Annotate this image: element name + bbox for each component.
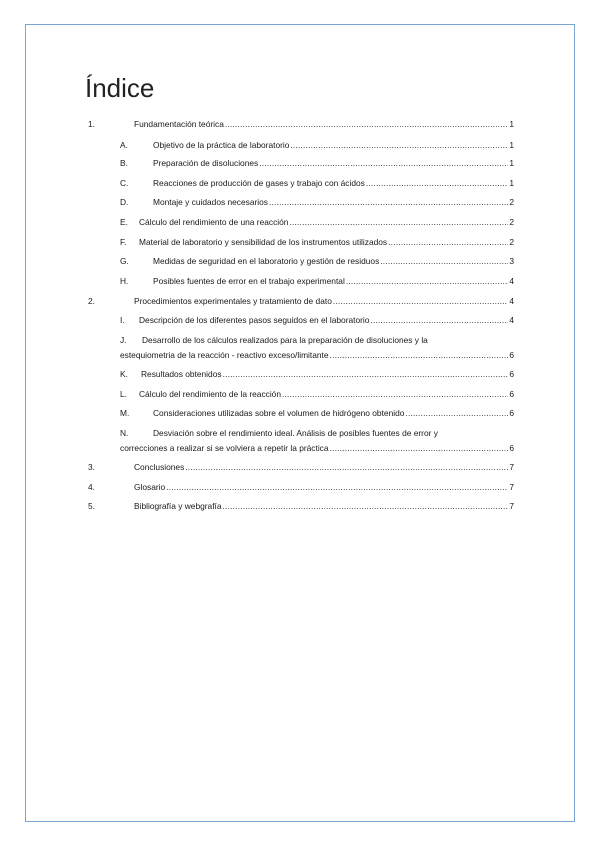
toc-entry-c[interactable] (120, 178, 514, 189)
toc-entry-number: 3. (88, 462, 95, 472)
toc-entry-j[interactable] (120, 335, 514, 361)
toc-entry-page: 4 (509, 315, 514, 325)
toc-entry-l[interactable] (120, 389, 514, 400)
toc-entry-h[interactable] (120, 276, 514, 287)
toc-entry-label: Consideraciones utilizadas sobre el volumen de hidrógeno obtenido (153, 408, 405, 418)
toc-entry-number: J. (120, 335, 127, 345)
toc-entry-number: 1. (88, 119, 95, 129)
toc-entry-number: N. (120, 428, 129, 438)
toc-entry-d[interactable] (120, 197, 514, 208)
toc-entry-page: 4 (509, 276, 514, 286)
toc-entry-number: H. (120, 276, 129, 286)
toc-entry-label: Fundamentación teórica (134, 119, 224, 129)
toc-entry-i[interactable] (120, 315, 514, 326)
dot-leader (333, 296, 508, 307)
toc-entry-number: A. (120, 140, 128, 150)
toc-entry-page: 7 (509, 501, 514, 511)
toc-entry-label: Cálculo del rendimiento de una reacción (139, 217, 289, 227)
toc-entry-label-line1: Desviación sobre el rendimiento ideal. Análisis de posibles fuentes de error y (153, 428, 438, 438)
toc-entry-label: estequiometria de la reacción - reactivo exceso/limitante (120, 350, 329, 360)
toc-entry-n[interactable] (120, 428, 514, 454)
dot-leader (269, 197, 508, 208)
toc-entry-number: C. (120, 178, 129, 188)
toc-entry-number: D. (120, 197, 129, 207)
toc-entry-label: Posibles fuentes de error en el trabajo experimental (153, 276, 345, 286)
toc-entry-1[interactable] (88, 119, 514, 130)
toc-entry-number: F. (120, 237, 127, 247)
toc-entry-number: 4. (88, 482, 95, 492)
toc-entry-page: 2 (509, 237, 514, 247)
toc-entry-5[interactable] (88, 501, 514, 512)
dot-leader (380, 256, 508, 267)
dot-leader (330, 350, 509, 361)
toc-entry-3[interactable] (88, 462, 514, 473)
toc-entry-m[interactable] (120, 408, 514, 419)
toc-entry-label: Reacciones de producción de gases y trabajo con ácidos (153, 178, 365, 188)
page-title: Índice (85, 73, 155, 103)
toc-entry-page: 1 (509, 158, 514, 168)
toc-entry-4[interactable] (88, 482, 514, 493)
toc-entry-number: 2. (88, 296, 95, 306)
dot-leader (330, 443, 509, 454)
dot-leader (223, 501, 509, 512)
toc-entry-label: Cálculo del rendimiento de la reacción (139, 389, 281, 399)
toc-entry-number: 5. (88, 501, 95, 511)
toc-entry-b[interactable] (120, 158, 514, 169)
dot-leader (289, 217, 508, 228)
toc-entry-label: Objetivo de la práctica de laboratorio (153, 140, 290, 150)
toc-entry-page: 1 (509, 119, 514, 129)
dot-leader (282, 389, 508, 400)
toc-entry-page: 4 (509, 296, 514, 306)
toc-entry-page: 6 (509, 350, 514, 360)
toc-entry-number: I. (120, 315, 125, 325)
toc-entry-a[interactable] (120, 140, 514, 151)
toc-entry-label: Conclusiones (134, 462, 185, 472)
dot-leader (166, 482, 508, 493)
toc-entry-label: Descripción de los diferentes pasos seguidos en el laboratorio (139, 315, 370, 325)
toc-entry-label: Preparación de disoluciones (153, 158, 259, 168)
dot-leader (259, 158, 508, 169)
toc-entry-page: 7 (509, 482, 514, 492)
toc-entry-page: 3 (509, 256, 514, 266)
toc-entry-page: 6 (509, 443, 514, 453)
toc-entry-number: B. (120, 158, 128, 168)
dot-leader (346, 276, 509, 287)
toc-entry-number: E. (120, 217, 128, 227)
toc-entry-label: Glosario (134, 482, 166, 492)
toc-entry-number: M. (120, 408, 130, 418)
toc-entry-label: Montaje y cuidados necesarios (153, 197, 268, 207)
toc-entry-2[interactable] (88, 296, 514, 307)
toc-entry-label-line1: Desarrollo de los cálculos realizados para la preparación de disoluciones y la (142, 335, 428, 345)
toc-entry-page: 6 (509, 408, 514, 418)
toc-entry-k[interactable] (120, 369, 514, 380)
dot-leader (290, 140, 508, 151)
toc-entry-page: 7 (509, 462, 514, 472)
toc-entry-page: 2 (509, 197, 514, 207)
toc-entry-page: 1 (509, 178, 514, 188)
toc-entry-label: Resultados obtenidos (141, 369, 222, 379)
toc-entry-number: G. (120, 256, 129, 266)
dot-leader (225, 119, 508, 130)
toc-entry-e[interactable] (120, 217, 514, 228)
dot-leader (223, 369, 509, 380)
dot-leader (370, 315, 508, 326)
dot-leader (366, 178, 508, 189)
toc-entry-page: 2 (509, 217, 514, 227)
toc-entry-page: 6 (509, 369, 514, 379)
toc-entry-f[interactable] (120, 237, 514, 248)
toc-entry-g[interactable] (120, 256, 514, 267)
toc-entry-label: Procedimientos experimentales y tratamiento de dato (134, 296, 332, 306)
dot-leader (405, 408, 508, 419)
toc-entry-label: Bibliografía y webgrafía (134, 501, 222, 511)
toc-entry-label: Material de laboratorio y sensibilidad de los instrumentos utilizados (139, 237, 388, 247)
toc-entry-number: L. (120, 389, 127, 399)
toc-entry-page: 1 (509, 140, 514, 150)
toc-entry-number: K. (120, 369, 128, 379)
dot-leader (388, 237, 508, 248)
toc-entry-page: 6 (509, 389, 514, 399)
toc-entry-label: Medidas de seguridad en el laboratorio y gestión de residuos (153, 256, 380, 266)
toc-entry-label: correcciones a realizar si se volviera a repetir la práctica (120, 443, 329, 453)
dot-leader (185, 462, 508, 473)
